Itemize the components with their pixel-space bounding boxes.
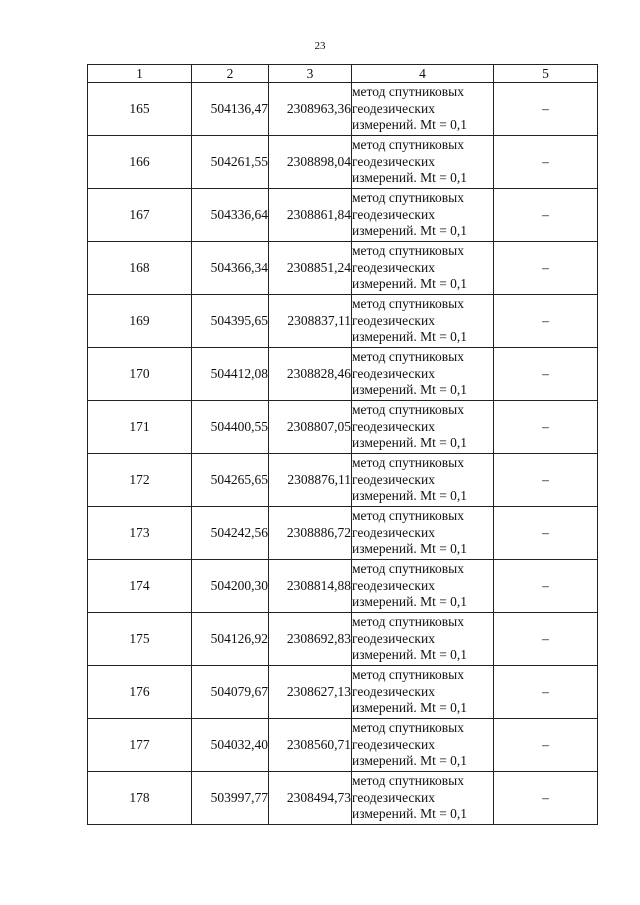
note-cell: – [494, 560, 598, 613]
table-body [88, 83, 598, 825]
point-number-cell: 169 [88, 295, 192, 348]
x-coordinate-cell: 504136,47 [192, 83, 269, 136]
table-row [88, 348, 598, 401]
point-number-cell: 171 [88, 401, 192, 454]
table-row [88, 401, 598, 454]
method-cell: метод спутниковых геодезических измерений. Mt = 0,1 [352, 136, 494, 189]
note-cell: – [494, 719, 598, 772]
method-cell: метод спутниковых геодезических измерений. Mt = 0,1 [352, 719, 494, 772]
method-cell: метод спутниковых геодезических измерений. Mt = 0,1 [352, 772, 494, 825]
point-number-cell: 165 [88, 83, 192, 136]
table-row [88, 560, 598, 613]
note-cell: – [494, 454, 598, 507]
point-number-cell: 167 [88, 189, 192, 242]
x-coordinate-cell: 504242,56 [192, 507, 269, 560]
method-cell: метод спутниковых геодезических измерений. Mt = 0,1 [352, 454, 494, 507]
x-coordinate-cell: 503997,77 [192, 772, 269, 825]
coordinates-table [87, 64, 598, 825]
page-number: 23 [314, 40, 326, 52]
header-col-4: 4 [352, 65, 494, 83]
table-row [88, 242, 598, 295]
x-coordinate-cell: 504261,55 [192, 136, 269, 189]
note-cell: – [494, 401, 598, 454]
header-col-5: 5 [494, 65, 598, 83]
point-number-cell: 168 [88, 242, 192, 295]
note-cell: – [494, 666, 598, 719]
table-row [88, 613, 598, 666]
note-cell: – [494, 613, 598, 666]
y-coordinate-cell: 2308898,04 [269, 136, 352, 189]
table-row [88, 666, 598, 719]
x-coordinate-cell: 504366,34 [192, 242, 269, 295]
point-number-cell: 166 [88, 136, 192, 189]
x-coordinate-cell: 504079,67 [192, 666, 269, 719]
y-coordinate-cell: 2308627,13 [269, 666, 352, 719]
x-coordinate-cell: 504395,65 [192, 295, 269, 348]
method-cell: метод спутниковых геодезических измерений. Mt = 0,1 [352, 242, 494, 295]
point-number-cell: 176 [88, 666, 192, 719]
method-cell: метод спутниковых геодезических измерений. Mt = 0,1 [352, 189, 494, 242]
method-cell: метод спутниковых геодезических измерений. Mt = 0,1 [352, 613, 494, 666]
table-row [88, 719, 598, 772]
method-cell: метод спутниковых геодезических измерений. Mt = 0,1 [352, 348, 494, 401]
method-cell: метод спутниковых геодезических измерений. Mt = 0,1 [352, 560, 494, 613]
x-coordinate-cell: 504265,65 [192, 454, 269, 507]
point-number-cell: 175 [88, 613, 192, 666]
y-coordinate-cell: 2308560,71 [269, 719, 352, 772]
note-cell: – [494, 348, 598, 401]
y-coordinate-cell: 2308886,72 [269, 507, 352, 560]
y-coordinate-cell: 2308807,05 [269, 401, 352, 454]
table-row [88, 189, 598, 242]
table-row [88, 83, 598, 136]
table-row [88, 507, 598, 560]
y-coordinate-cell: 2308837,11 [269, 295, 352, 348]
x-coordinate-cell: 504126,92 [192, 613, 269, 666]
note-cell: – [494, 189, 598, 242]
note-cell: – [494, 242, 598, 295]
y-coordinate-cell: 2308876,11 [269, 454, 352, 507]
method-cell: метод спутниковых геодезических измерений. Mt = 0,1 [352, 507, 494, 560]
y-coordinate-cell: 2308861,84 [269, 189, 352, 242]
point-number-cell: 173 [88, 507, 192, 560]
y-coordinate-cell: 2308963,36 [269, 83, 352, 136]
table-row [88, 454, 598, 507]
table-row [88, 136, 598, 189]
note-cell: – [494, 295, 598, 348]
note-cell: – [494, 83, 598, 136]
header-col-2: 2 [192, 65, 269, 83]
point-number-cell: 177 [88, 719, 192, 772]
table-row [88, 772, 598, 825]
x-coordinate-cell: 504400,55 [192, 401, 269, 454]
x-coordinate-cell: 504032,40 [192, 719, 269, 772]
header-col-1: 1 [88, 65, 192, 83]
header-row [88, 65, 598, 83]
table-header [88, 65, 598, 83]
y-coordinate-cell: 2308494,73 [269, 772, 352, 825]
x-coordinate-cell: 504200,30 [192, 560, 269, 613]
point-number-cell: 172 [88, 454, 192, 507]
y-coordinate-cell: 2308828,46 [269, 348, 352, 401]
method-cell: метод спутниковых геодезических измерений. Mt = 0,1 [352, 401, 494, 454]
y-coordinate-cell: 2308692,83 [269, 613, 352, 666]
table-row [88, 295, 598, 348]
point-number-cell: 174 [88, 560, 192, 613]
y-coordinate-cell: 2308814,88 [269, 560, 352, 613]
x-coordinate-cell: 504336,64 [192, 189, 269, 242]
method-cell: метод спутниковых геодезических измерений. Mt = 0,1 [352, 666, 494, 719]
note-cell: – [494, 507, 598, 560]
header-col-3: 3 [269, 65, 352, 83]
point-number-cell: 170 [88, 348, 192, 401]
point-number-cell: 178 [88, 772, 192, 825]
x-coordinate-cell: 504412,08 [192, 348, 269, 401]
method-cell: метод спутниковых геодезических измерений. Mt = 0,1 [352, 83, 494, 136]
note-cell: – [494, 772, 598, 825]
note-cell: – [494, 136, 598, 189]
method-cell: метод спутниковых геодезических измерений. Mt = 0,1 [352, 295, 494, 348]
y-coordinate-cell: 2308851,24 [269, 242, 352, 295]
